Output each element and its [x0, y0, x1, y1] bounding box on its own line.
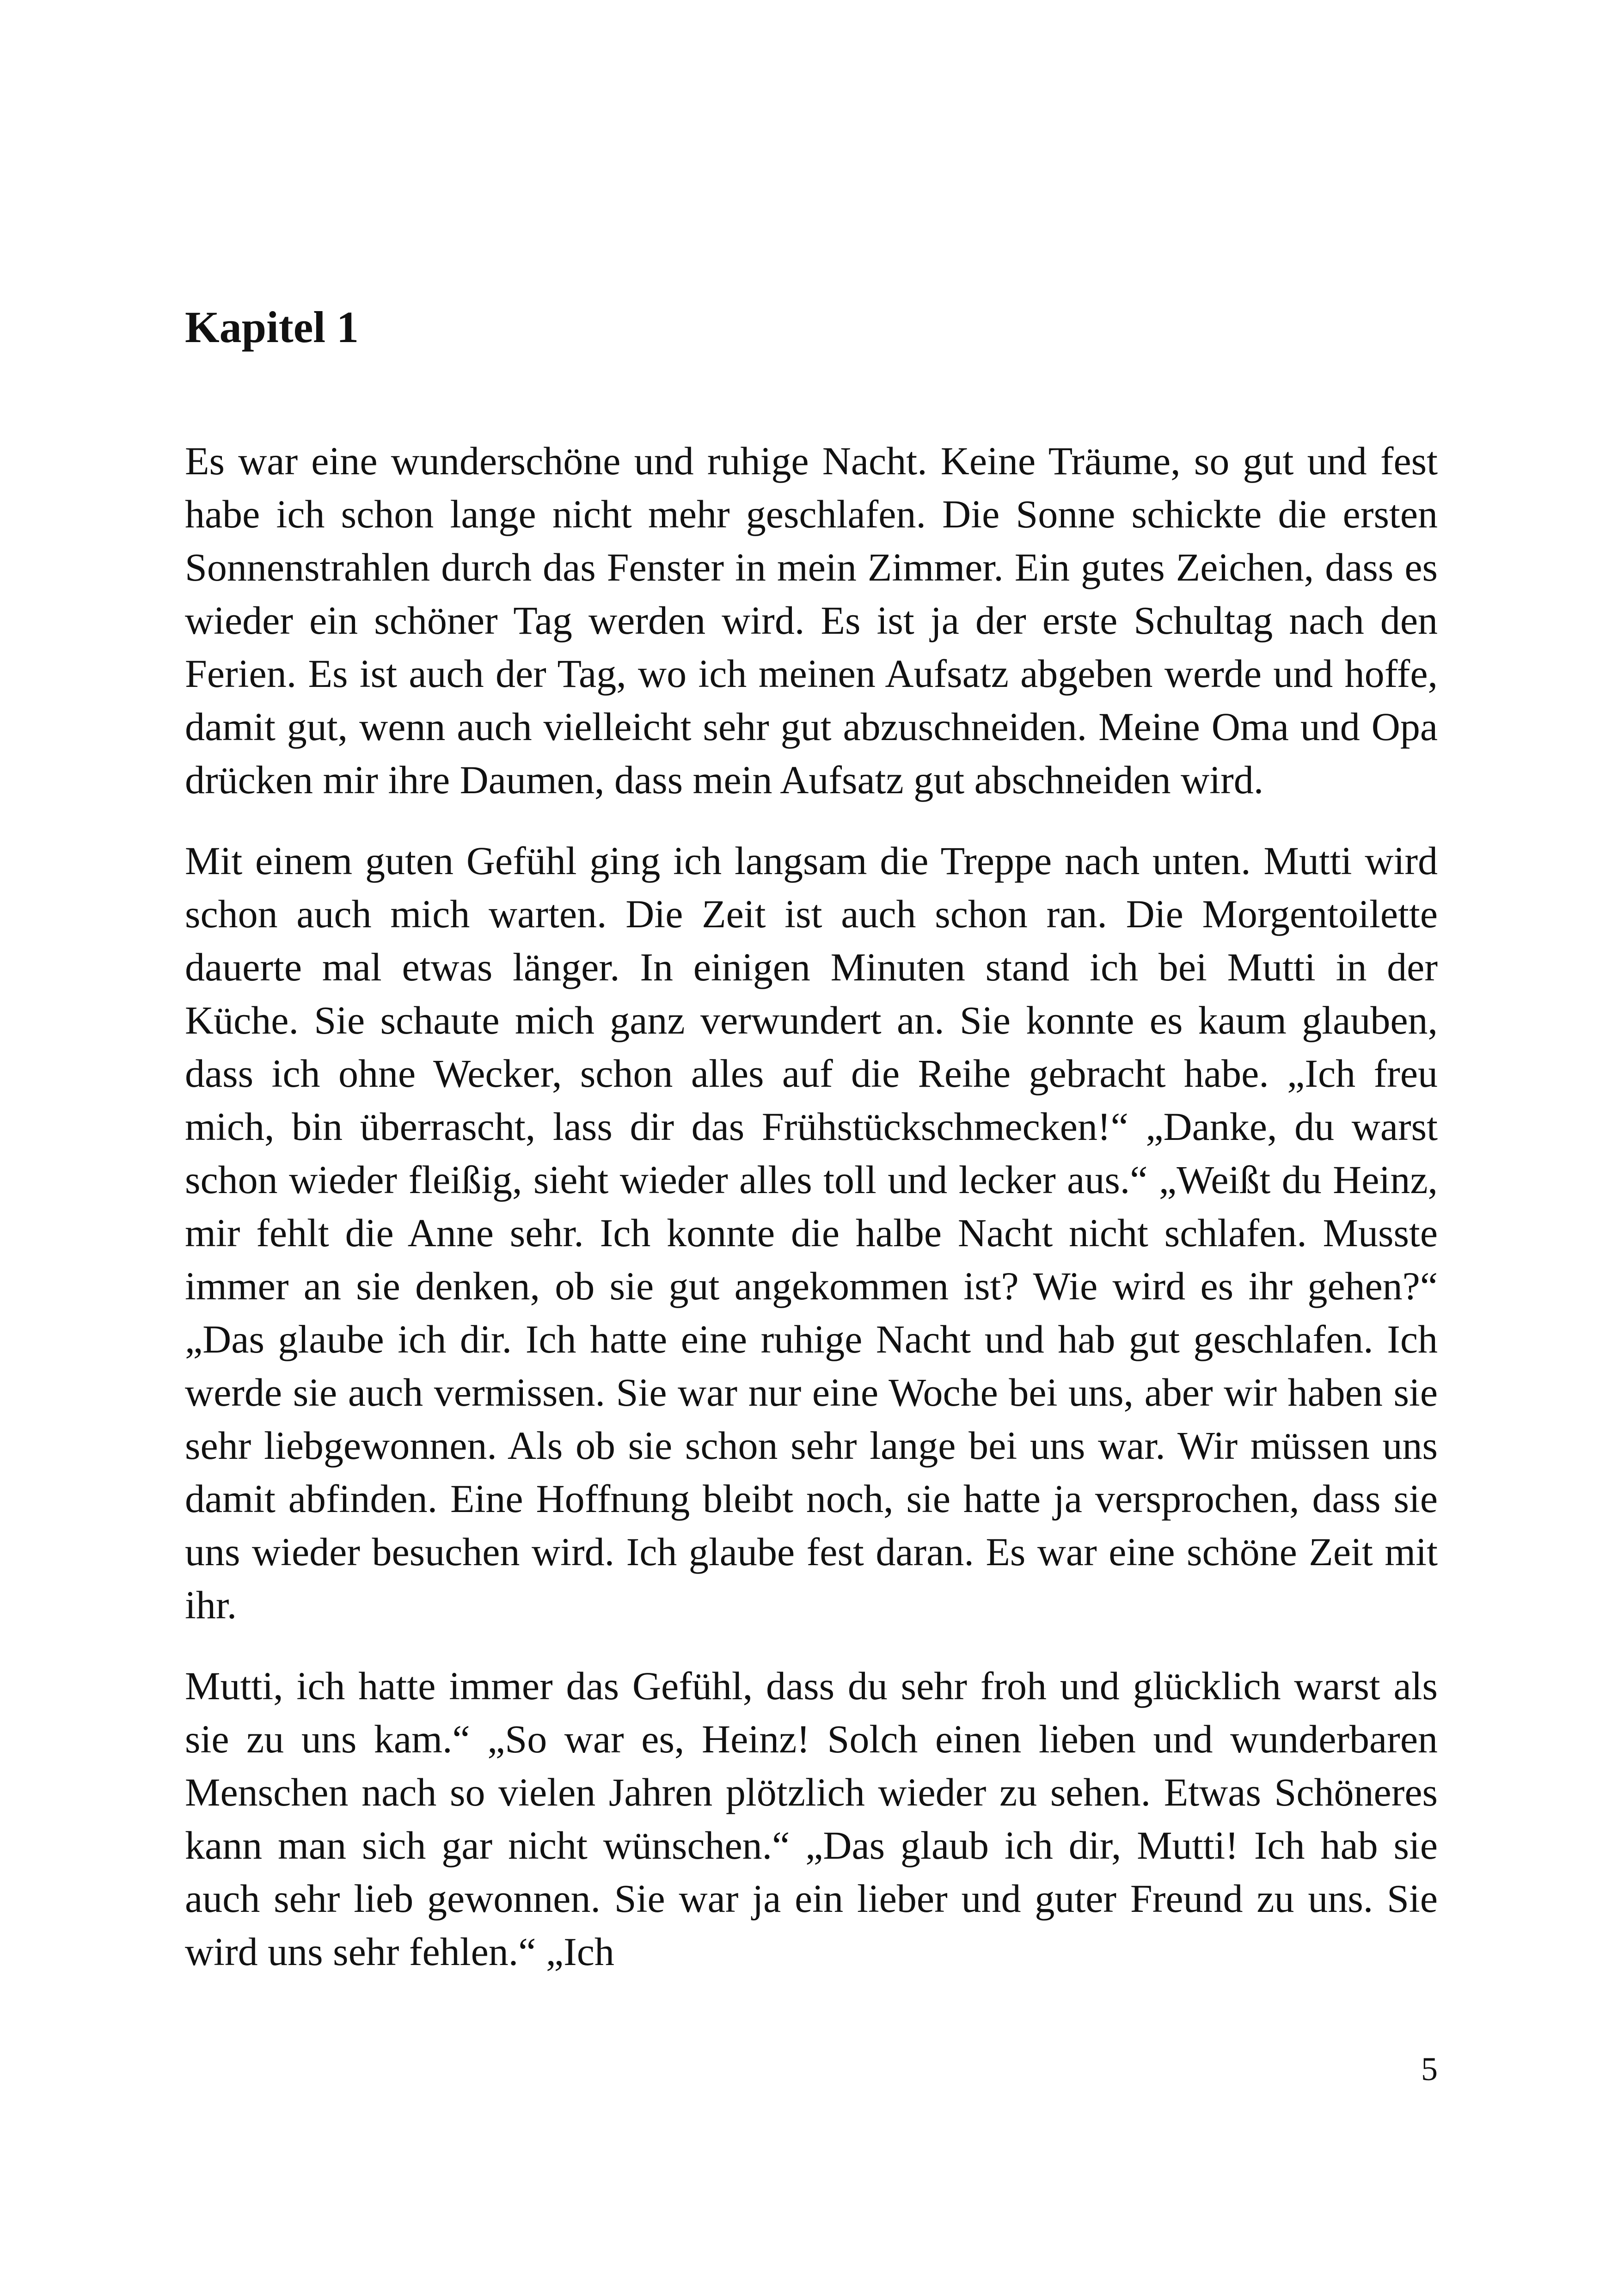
- body-text: [185, 435, 1438, 2006]
- chapter-title: Kapitel 1: [185, 302, 359, 352]
- paragraph: Mutti, ich hatte immer das Gefühl, dass du sehr froh und glücklich warst als sie zu uns kam.“ „So war es, Heinz! Solch einen lieben und wunderbaren Menschen nach so vielen Jahren plötzlich wieder zu sehen. Etwas Schöneres kann man sich gar nicht wünschen.“ „Das glaub ich dir, Mutti! Ich hab sie auch sehr lieb gewonnen. Sie war ja ein lieber und guter Freund zu uns. Sie wird uns sehr fehlen.“ „Ich: [185, 1664, 1438, 1974]
- paragraph: Mit einem guten Gefühl ging ich langsam die Treppe nach unten. Mutti wird schon auch mich warten. Die Zeit ist auch schon ran. Die Morgentoilette dauerte mal etwas länger. In einigen Minuten stand ich bei Mutti in der Küche. Sie schaute mich ganz verwundert an. Sie konnte es kaum glauben, dass ich ohne Wecker, schon alles auf die Reihe gebracht habe. „Ich freu mich, bin überrascht, lass dir das Frühstückschmecken!“ „Danke, du warst schon wieder fleißig, sieht wieder alles toll und lecker aus.“ „Weißt du Heinz, mir fehlt die Anne sehr. Ich konnte die halbe Nacht nicht schlafen. Musste immer an sie denken, ob sie gut angekommen ist? Wie wird es ihr gehen?“ „Das glaube ich dir. Ich hatte eine ruhige Nacht und hab gut geschlafen. Ich werde sie auch vermissen. Sie war nur eine Woche bei uns, aber wir haben sie sehr liebgewonnen. Als ob sie schon sehr lange bei uns war. Wir müssen uns damit abfinden. Eine Hoffnung bleibt noch, sie hatte ja versprochen, dass sie uns wieder besuchen wird. Ich glaube fest daran. Es war eine schöne Zeit mit ihr.: [185, 839, 1438, 1627]
- page-number: 5: [1421, 2051, 1438, 2088]
- paragraph: Es war eine wunderschöne und ruhige Nacht. Keine Träume, so gut und fest habe ich schon lange nicht mehr geschlafen. Die Sonne schickte die ersten Sonnenstrahlen durch das Fenster in mein Zimmer. Ein gutes Zeichen, dass es wieder ein schöner Tag werden wird. Es ist ja der erste Schultag nach den Ferien. Es ist auch der Tag, wo ich meinen Aufsatz abgeben werde und hoffe, damit gut, wenn auch vielleicht sehr gut abzuschneiden. Meine Oma und Opa drücken mir ihre Daumen, dass mein Aufsatz gut abschneiden wird.: [185, 439, 1438, 802]
